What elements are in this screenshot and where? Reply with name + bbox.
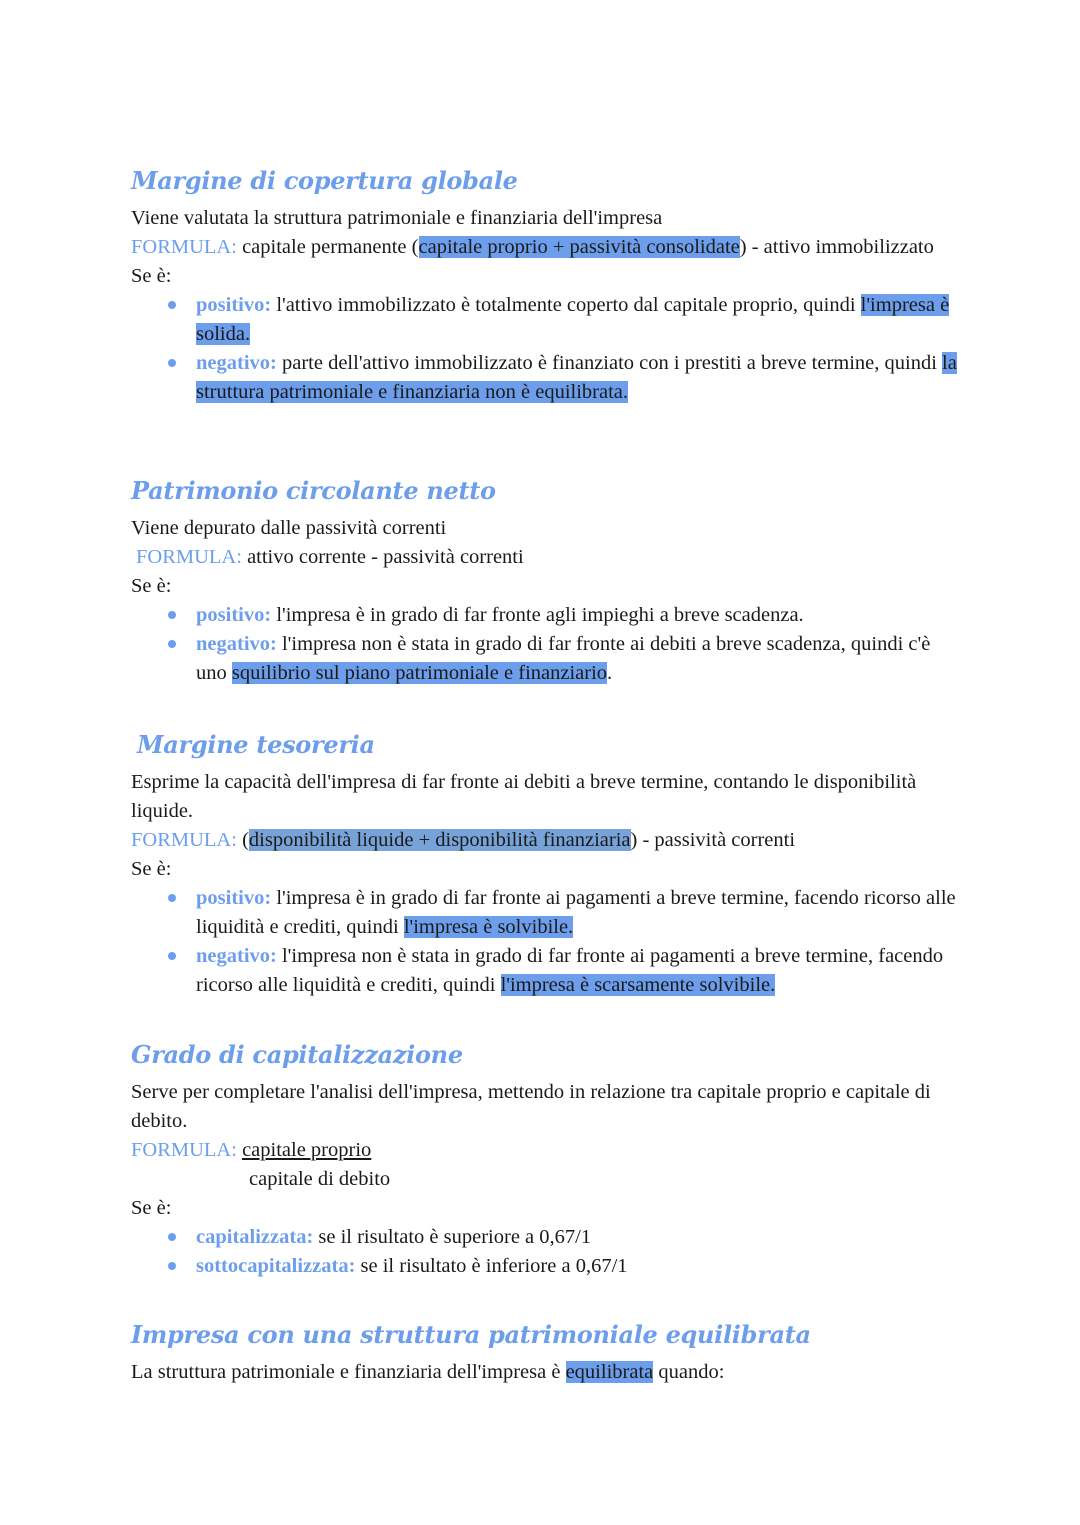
formula-line: FORMULA: capitale permanente (capitale proprio + passività consolidate) - attivo immobilizzato <box>131 236 934 258</box>
se-label: Se è: <box>131 858 172 880</box>
bullet-list <box>131 884 961 1000</box>
section-intro: Serve per completare l'analisi dell'impresa, mettendo in relazione tra capitale proprio e capitale di debito. <box>131 1081 931 1132</box>
highlight: equilibrata <box>565 1361 654 1383</box>
highlight: l'impresa è solvibile. <box>403 916 574 938</box>
section-patrimonio-circolante <box>131 476 961 688</box>
list-item: capitalizzata: se il risultato è superiore a 0,67/1 <box>131 1223 961 1252</box>
list-item: positivo: l'attivo immobilizzato è totalmente coperto dal capitale proprio, quindi l'impresa è solida. <box>131 291 961 349</box>
bullet-list <box>131 601 961 688</box>
section-struttura-equilibrata <box>131 1320 961 1387</box>
highlight: la struttura patrimoniale e finanziaria non è equilibrata. <box>196 352 957 403</box>
fraction-denominator: capitale di debito <box>249 1168 391 1190</box>
bullet-list <box>131 1223 961 1281</box>
section-title: Margine di copertura globale <box>131 166 518 195</box>
formula-label: FORMULA: <box>136 546 242 568</box>
se-label: Se è: <box>131 575 172 597</box>
highlight: capitale proprio + passività consolidate <box>418 236 740 258</box>
section-intro: La struttura patrimoniale e finanziaria dell'impresa è equilibrata quando: <box>131 1361 725 1383</box>
list-item: sottocapitalizzata: se il risultato è inferiore a 0,67/1 <box>131 1252 961 1281</box>
section-title: Patrimonio circolante netto <box>131 476 496 505</box>
formula-label: FORMULA: <box>131 1139 237 1161</box>
section-margine-tesoreria <box>131 730 961 1000</box>
section-intro: Esprime la capacità dell'impresa di far fronte ai debiti a breve termine, contando le disponibilità liquide. <box>131 771 917 822</box>
list-item: negativo: parte dell'attivo immobilizzato è finanziato con i prestiti a breve termine, quindi la struttura patrimoniale e finanziaria non è equilibrata. <box>131 349 961 407</box>
highlight: disponibilità liquide + disponibilità finanziaria <box>248 829 631 851</box>
section-intro: Viene valutata la struttura patrimoniale e finanziaria dell'impresa <box>131 207 663 229</box>
section-title: Impresa con una struttura patrimoniale equilibrata <box>131 1320 811 1349</box>
section-margine-copertura <box>131 166 961 407</box>
formula-label: FORMULA: <box>131 236 237 258</box>
highlight: squilibrio sul piano patrimoniale e finanziario <box>231 662 608 684</box>
list-item: negativo: l'impresa non è stata in grado di far fronte ai debiti a breve scadenza, quindi c'è uno squilibrio sul piano patrimoniale e finanziario. <box>131 630 961 688</box>
bullet-list <box>131 291 961 407</box>
formula-line: FORMULA: attivo corrente - passività correnti <box>136 546 524 568</box>
section-title: Grado di capitalizzazione <box>131 1040 463 1069</box>
list-item: positivo: l'impresa è in grado di far fronte agli impieghi a breve scadenza. <box>131 601 961 630</box>
formula-line <box>131 1136 961 1165</box>
section-grado-capitalizzazione <box>131 1040 961 1281</box>
formula-line: FORMULA: (disponibilità liquide + disponibilità finanziaria) - passività correnti <box>131 829 796 851</box>
se-label: Se è: <box>131 1197 172 1219</box>
list-item: negativo: l'impresa non è stata in grado di far fronte ai pagamenti a breve termine, facendo ricorso alle liquidità e crediti, quindi l'impresa è scarsamente solvibile. <box>131 942 961 1000</box>
section-title: Margine tesoreria <box>137 730 375 759</box>
se-label: Se è: <box>131 265 172 287</box>
fraction-numerator: capitale proprio <box>242 1139 372 1161</box>
highlight: l'impresa è solida. <box>196 294 950 345</box>
formula-label: FORMULA: <box>131 829 237 851</box>
list-item: positivo: l'impresa è in grado di far fronte ai pagamenti a breve termine, facendo ricorso alle liquidità e crediti, quindi l'impresa è solvibile. <box>131 884 961 942</box>
section-intro: Viene depurato dalle passività correnti <box>131 517 447 539</box>
highlight: l'impresa è scarsamente solvibile. <box>500 974 776 996</box>
